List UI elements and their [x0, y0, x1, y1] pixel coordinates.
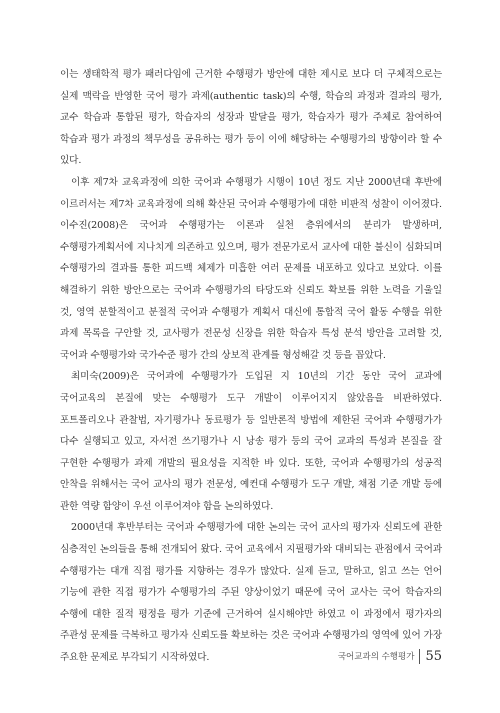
running-title: 국어교과의 수행평가	[337, 652, 415, 662]
body-text	[60, 64, 442, 669]
page-number: 55	[425, 648, 442, 664]
page-footer	[338, 646, 442, 666]
body-paragraph: 이는 생태학적 평가 패러다임에 근거한 수행평가 방안에 대한 제시로 보다 더 구체적으로는 실제 맥락을 반영한 국어 평가 과제(authentic task)의 수행, 학습의 과정과 결과의 평가, 교수 학습과 통합된 평가, 학습자의 성장과 발달을 평가, 학습자가 평가 주체로 참여하여 학습과 평가 과정의 책무성을 공유하는 평가 등이 이에 해당하는 수행평가의 방향이라 할 수 있다.	[60, 69, 442, 167]
body-paragraph: 최미숙(2009)은 국어과에 수행평가가 도입된 지 10년의 기간 동안 국어 교과에 국어교육의 본질에 맞는 수행평가 도구 개발이 이루어지지 않았음을 비판하였다. 포트폴리오나 관찰법, 자기평가나 동료평가 등 일반론적 방법에 제한된 국어과 수행평가가 다수 실행되고 있고, 자서전 쓰기평가나 시 낭송 평가 등의 국어 교과의 특성과 본질을 잘 구현한 수행평가 과제 개발의 필요성을 지적한 바 있다. 또한, 국어과 수행평가의 성공적 안착을 위해서는 국어 교사의 평가 전문성, 예컨대 수행평가 도구 개발, 채점 기준 개발 등에 관한 역량 함양이 우선 이루어져야 함을 논의하였다.	[60, 371, 442, 512]
footer-divider	[419, 649, 420, 664]
body-paragraph: 이후 제7차 교육과정에 의한 국어과 수행평가 시행이 10년 정도 지난 2000년대 후반에 이르러서는 제7차 교육과정에 의해 확산된 국어과 수행평가에 대한 비판적 성찰이 이어졌다. 이수진(2008)은 국어과 수행평가는 이론과 실천 층위에서의 분리가 발생하며, 수행평가계획서에 지나치게 의존하고 있으며, 평가 전문가로서 교사에 대한 불신이 심화되며 수행평가의 결과를 통한 피드백 체제가 미흡한 여러 문제를 내포하고 있다고 보았다. 이를 해결하기 위한 방안으로는 국어과 수행평가의 타당도와 신뢰도 확보를 위한 노력을 기울일 것, 영역 분할적이고 분절적 국어과 수행평가 계획서 대신에 통합적 국어 활동 수행을 위한 과제 목록을 구안할 것, 교사평가 전문성 신장을 위한 학습자 특성 분석 방안을 고려할 것, 국어과 수행평가와 국가수준 평가 간의 상보적 관계를 형성해갈 것 등을 꼽았다.	[60, 176, 442, 361]
body-paragraph: 2000년대 후반부터는 국어과 수행평가에 대한 논의는 국어 교사의 평가자 신뢰도에 관한 심층적인 논의들을 통해 전개되어 왔다. 국어 교육에서 지필평가와 대비되는 관점에서 국어과 수행평가는 대개 직접 평가를 지향하는 경우가 많았다. 실제 듣고, 말하고, 읽고 쓰는 언어 기능에 관한 직접 평가가 수행평가의 주된 양상이었기 때문에 국어 교사는 국어 학습자의 수행에 대한 질적 평정을 평가 기준에 근거하여 실시해야만 하였고 이 과정에서 평가자의 주관성 문제를 극복하고 평가자 신뢰도를 확보하는 것은 국어과 수행평가의 영역에 있어 가장 주요한 문제로 부각되기 시작하였다.	[60, 522, 442, 664]
